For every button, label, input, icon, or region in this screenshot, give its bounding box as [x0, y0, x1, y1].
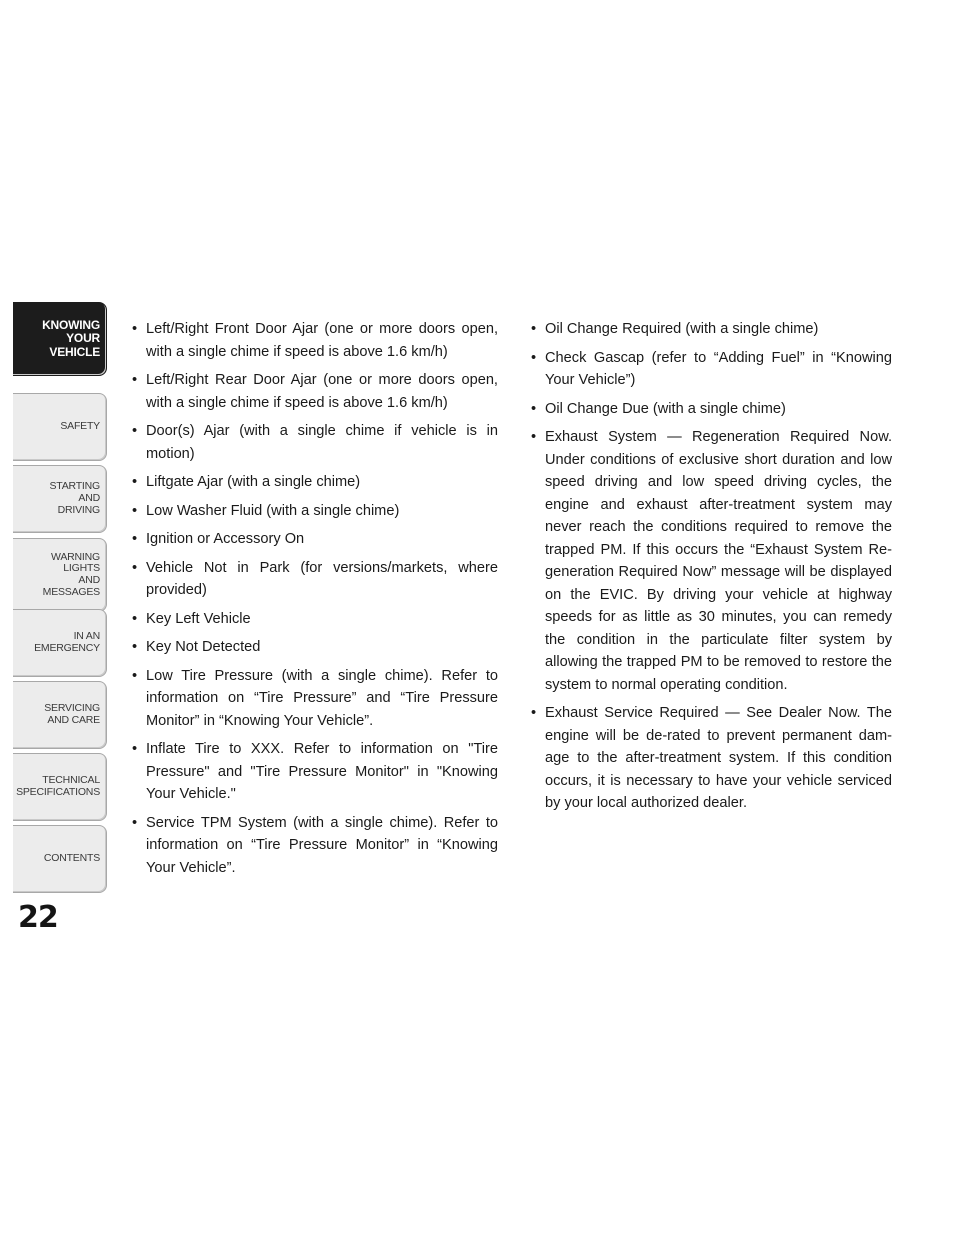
- bullet-icon: •: [132, 667, 138, 684]
- bullet-item: [116, 608, 498, 631]
- tab-warning-lights-and-messages[interactable]: WARNING LIGHTS AND MESSAGES: [13, 538, 107, 612]
- tab-servicing-and-care[interactable]: SERVICING AND CARE: [13, 681, 107, 749]
- left-bullet-list: [116, 318, 498, 879]
- bullet-item: [515, 318, 892, 341]
- bullet-icon: •: [531, 349, 537, 366]
- bullet-icon: •: [531, 400, 537, 417]
- page-number: 22: [18, 900, 58, 935]
- bullet-icon: •: [132, 559, 138, 576]
- tab-safety[interactable]: SAFETY: [13, 393, 107, 461]
- bullet-item: [116, 318, 498, 363]
- bullet-icon: •: [531, 321, 537, 337]
- bullet-icon: •: [132, 610, 138, 627]
- right-bullet-list: [515, 318, 892, 815]
- bullet-item: [116, 500, 498, 523]
- bullet-item: [515, 398, 892, 421]
- bullet-text: Liftgate Ajar (with a single chime): [146, 474, 361, 490]
- tab-technical-specifications[interactable]: TECHNICAL SPECIFICATIONS: [13, 753, 107, 821]
- bullet-text: Check Gascap (refer to “Adding Fuel” in “Knowing Your Vehicle”): [545, 349, 892, 388]
- bullet-text: Exhaust System — Regeneration Required Now. Under conditions of exclusive short duration and low speed driving and low speed driving cycles, the engine and exhaust after-treatment system may never reach the conditions required to remove the trapped PM. If this occurs the “Exhaust System Re-generation Required Now” message will be displayed on the EVIC. By driving your vehicle at highway speeds for as little as 30 minutes, you can remedy the condition in the particulate filter system by allowing the trapped PM to be removed to restore the system to normal operating condition.: [545, 429, 892, 693]
- bullet-item: [116, 812, 498, 880]
- bullet-icon: •: [132, 741, 138, 757]
- bullet-icon: •: [132, 814, 138, 831]
- bullet-icon: •: [132, 423, 138, 439]
- bullet-icon: •: [132, 502, 138, 519]
- bullet-item: [116, 420, 498, 465]
- bullet-item: [515, 347, 892, 392]
- bullet-text: Door(s) Ajar (with a single chime if vehicle is in motion): [146, 423, 498, 462]
- tab-in-an-emergency[interactable]: IN AN EMERGENCY: [13, 609, 107, 677]
- tab-contents[interactable]: CONTENTS: [13, 825, 107, 893]
- bullet-icon: •: [132, 639, 138, 655]
- bullet-icon: •: [531, 429, 537, 445]
- tab-knowing-your-vehicle[interactable]: KNOWING YOUR VEHICLE: [13, 302, 107, 376]
- bullet-icon: •: [531, 705, 537, 721]
- tab-starting-and-driving[interactable]: STARTING AND DRIVING: [13, 465, 107, 533]
- bullet-item: [116, 665, 498, 733]
- bullet-text: Key Left Vehicle: [146, 610, 251, 627]
- bullet-text: Oil Change Due (with a single chime): [545, 400, 786, 417]
- bullet-icon: •: [132, 531, 138, 547]
- bullet-text: Oil Change Required (with a single chime): [545, 321, 819, 337]
- bullet-text: Service TPM System (with a single chime). Refer to information on “Tire Pressure Monitor” in “Knowing Your Vehicle”.: [146, 814, 498, 876]
- bullet-text: Low Tire Pressure (with a single chime). Refer to information on “Tire Pressure” and “Tire Pressure Monitor” in “Knowing Your Vehicle”.: [146, 667, 498, 729]
- left-column: [116, 318, 498, 885]
- bullet-icon: •: [132, 372, 138, 388]
- bullet-text: Ignition or Accessory On: [146, 531, 305, 547]
- bullet-text: Exhaust Service Required — See Dealer Now. The engine will be de-rated to prevent permanent dam-age to the after-treatment system. If this condition occurs, it is necessary to have your vehicle serviced by your local authorized dealer.: [545, 705, 892, 811]
- bullet-item: [116, 369, 498, 414]
- bullet-icon: •: [132, 321, 138, 337]
- bullet-icon: •: [132, 474, 138, 490]
- bullet-item: [116, 636, 498, 659]
- bullet-text: Left/Right Rear Door Ajar (one or more doors open, with a single chime if speed is above 1.6 km/h): [146, 372, 498, 411]
- right-column: [515, 318, 892, 821]
- bullet-text: Key Not Detected: [146, 639, 261, 655]
- bullet-text: Low Washer Fluid (with a single chime): [146, 502, 400, 519]
- bullet-text: Left/Right Front Door Ajar (one or more doors open, with a single chime if speed is above 1.6 km/h): [146, 321, 498, 360]
- bullet-item: [515, 702, 892, 815]
- bullet-text: Inflate Tire to XXX. Refer to information on "Tire Pressure" and "Tire Pressure Monitor" in "Knowing Your Vehicle.": [146, 741, 498, 802]
- bullet-item: [116, 528, 498, 551]
- bullet-text: Vehicle Not in Park (for versions/markets, where provided): [146, 559, 498, 598]
- bullet-item: [116, 738, 498, 806]
- bullet-item: [515, 426, 892, 696]
- bullet-item: [116, 557, 498, 602]
- bullet-item: [116, 471, 498, 494]
